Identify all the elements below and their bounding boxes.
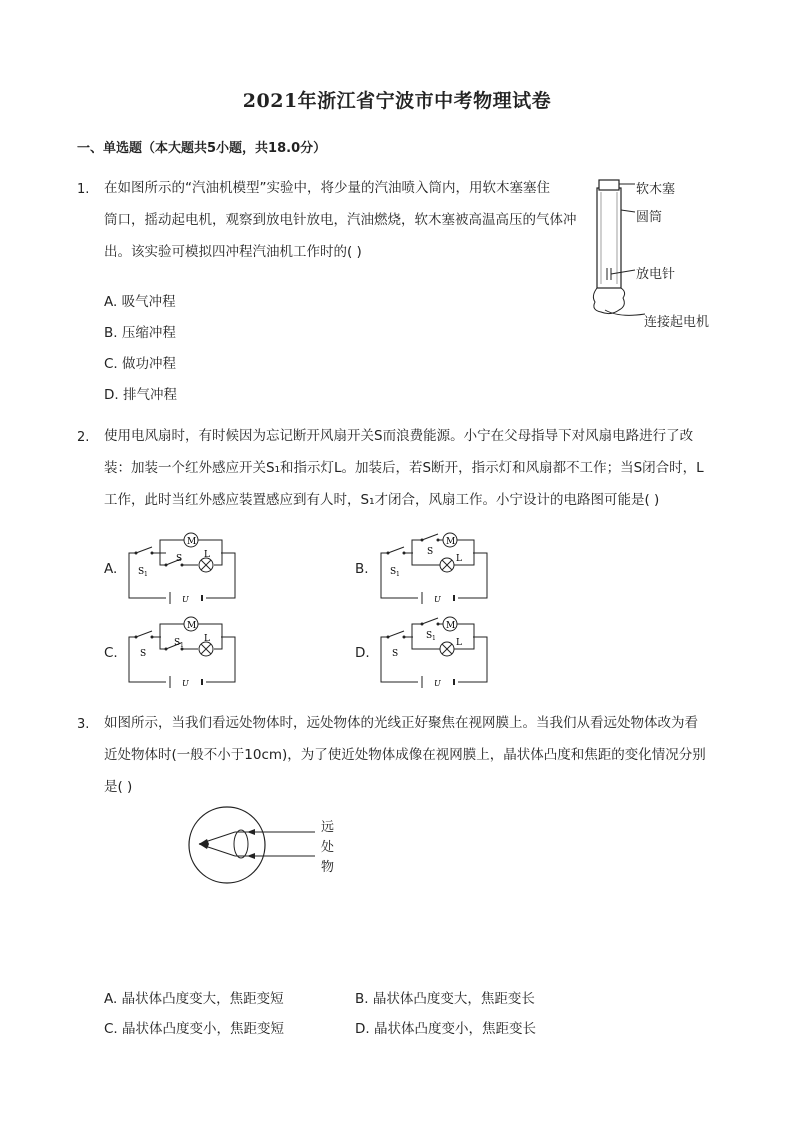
q3-option-a[interactable]: A. 晶状体凸度变大，焦距变短 <box>104 991 284 1007</box>
s1-subscript: 1 <box>396 571 400 578</box>
lamp-label: L <box>456 554 462 564</box>
eye-label-char: 物 <box>321 860 335 875</box>
circuit-a[interactable] <box>126 528 238 604</box>
s1-label: S <box>138 567 145 577</box>
lamp-label: L <box>204 634 210 644</box>
q1-line: 出。该实验可模拟四冲程汽油机工作时的( ) <box>104 244 362 260</box>
s1-subscript: 1 <box>144 571 148 578</box>
s1-label: S <box>174 638 181 648</box>
s1-subscript: 1 <box>180 642 184 649</box>
motor-label: M <box>446 537 456 547</box>
cork <box>599 180 619 190</box>
s-label: S <box>392 649 399 659</box>
q2-option-b[interactable]: B. <box>355 561 369 577</box>
circuit-d[interactable] <box>378 612 490 688</box>
u-label: U <box>182 595 189 604</box>
u-label: U <box>434 595 441 604</box>
eye-side-label <box>321 818 334 878</box>
s1-label: S <box>426 631 433 641</box>
s-label: S <box>140 649 147 659</box>
q2-line: 装：加装一个红外感应开关S₁和指示灯L。加装后，若S断开，指示灯和风扇都不工作；当S闭合时，L <box>104 460 704 476</box>
q1-number: 1. <box>77 182 90 197</box>
q1-option-d[interactable]: D. 排气冲程 <box>104 387 177 403</box>
q3-option-d[interactable]: D. 晶状体凸度变小，焦距变长 <box>355 1021 536 1037</box>
q3-option-c[interactable]: C. 晶状体凸度变小，焦距变短 <box>104 1021 285 1037</box>
q1-option-a[interactable]: A. 吸气冲程 <box>104 294 176 310</box>
q3-number: 3. <box>77 717 90 732</box>
eye-label-char: 远 <box>321 820 335 835</box>
lamp-label: L <box>204 550 210 560</box>
q3-option-b[interactable]: B. 晶状体凸度变大，焦距变长 <box>355 991 535 1007</box>
q3-line: 是( ) <box>104 779 133 795</box>
q3-stem <box>104 707 754 803</box>
cork-label: 软木塞 <box>636 182 676 197</box>
q1-line: 筒口，摇动起电机，观察到放电针放电，汽油燃烧，软木塞被高温高压的气体冲 <box>104 212 577 228</box>
q2-number: 2. <box>77 430 90 445</box>
lamp-label: L <box>456 638 462 648</box>
circuit-b[interactable] <box>378 528 490 604</box>
q2-option-a[interactable]: A. <box>104 561 118 577</box>
q2-option-d[interactable]: D. <box>355 645 370 661</box>
q2-option-c[interactable]: C. <box>104 645 118 661</box>
s-label: S <box>427 547 434 557</box>
q2-line: 工作，此时当红外感应装置感应到有人时，S₁才闭合，风扇工作。小宁设计的电路图可能是( ) <box>104 492 660 508</box>
section-heading: 一、单选题（本大题共5小题，共18.0分） <box>77 141 327 156</box>
motor-label: M <box>446 621 456 631</box>
s1-label: S <box>390 567 397 577</box>
q1-stem <box>104 172 594 268</box>
q1-option-b[interactable]: B. 压缩冲程 <box>104 325 176 341</box>
eye-label-char: 处 <box>321 840 335 855</box>
s-label: S <box>176 554 183 564</box>
generator-label: 连接起电机 <box>644 315 710 330</box>
q1-option-c[interactable]: C. 做功冲程 <box>104 356 177 372</box>
u-label: U <box>434 679 441 688</box>
q1-line: 在如图所示的“汽油机模型”实验中，将少量的汽油喷入筒内，用软木塞塞住 <box>104 180 550 196</box>
u-label: U <box>182 679 189 688</box>
motor-label: M <box>187 621 197 631</box>
tube-label: 圆筒 <box>636 210 663 225</box>
q3-line: 近处物体时(一般不小于10cm)，为了使近处物体成像在视网膜上，晶状体凸度和焦距的变化情况分别 <box>104 747 706 763</box>
circuit-c[interactable] <box>126 612 238 688</box>
eyeball <box>189 807 265 883</box>
needle-label: 放电针 <box>636 267 676 282</box>
lens <box>234 830 248 858</box>
motor-label: M <box>187 537 197 547</box>
q2-line: 使用电风扇时，有时候因为忘记断开风扇开关S而浪费能源。小宁在父母指导下对风扇电路进行了改 <box>104 428 694 444</box>
q2-stem <box>104 420 754 516</box>
page-title: 2021年浙江省宁波市中考物理试卷 <box>242 90 552 112</box>
s1-subscript: 1 <box>432 635 436 642</box>
q3-line: 如图所示，当我们看远处物体时，远处物体的光线正好聚焦在视网膜上。当我们从看远处物体改为看 <box>104 715 698 731</box>
